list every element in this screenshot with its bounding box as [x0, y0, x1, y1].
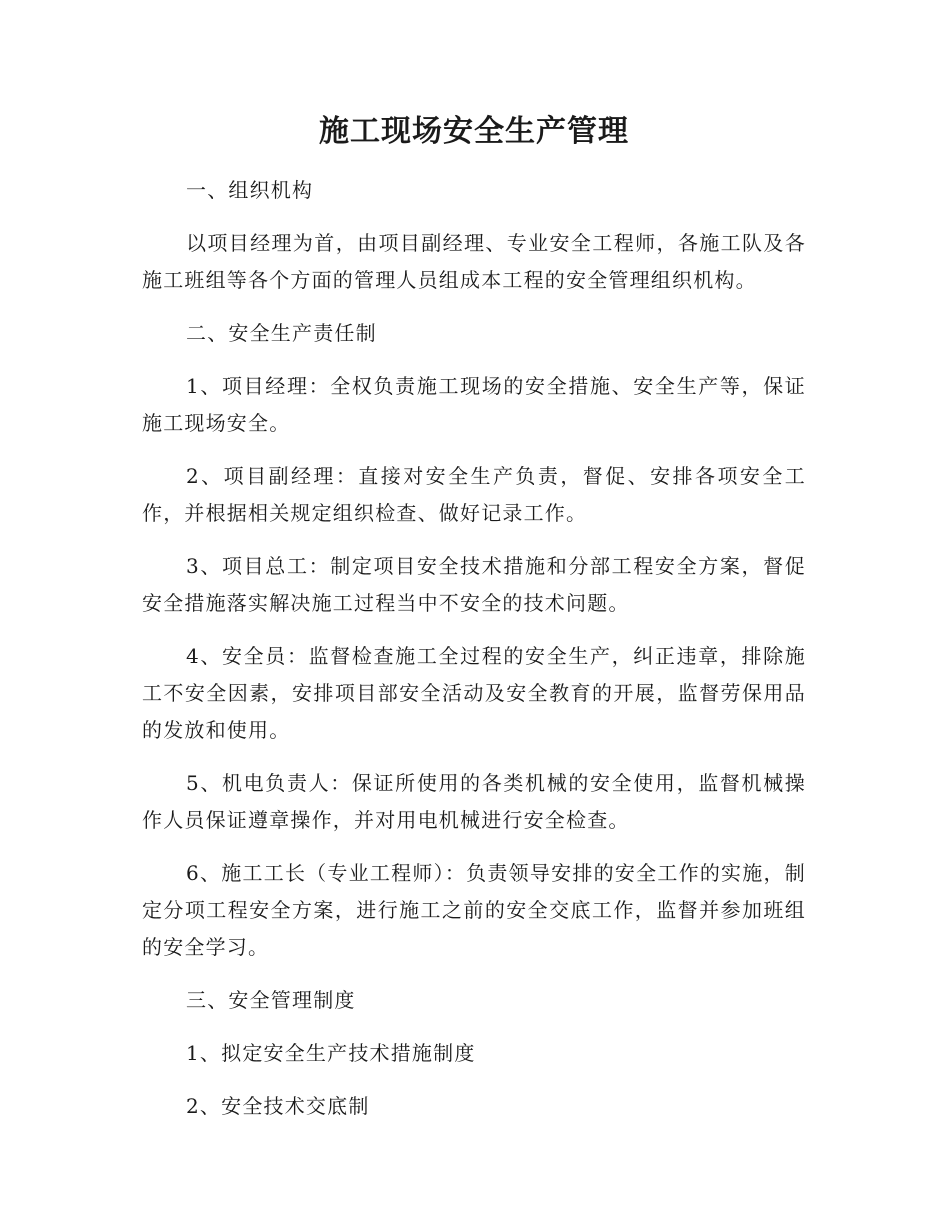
paragraph-project-manager: 1、项目经理：全权负责施工现场的安全措施、安全生产等，保证施工现场安全。 [142, 374, 806, 435]
document-title: 施工现场安全生产管理 [319, 114, 629, 149]
document-page [142, 110, 806, 1141]
section-heading-management-system: 三、安全管理制度 [186, 988, 356, 1012]
paragraph-electromechanical-lead: 5、机电负责人：保证所使用的各类机械的安全使用，监督机械操作人员保证遵章操作，并对用电机械进行安全检查。 [142, 771, 806, 832]
section-heading-responsibility: 二、安全生产责任制 [186, 321, 377, 345]
paragraph-chief-engineer: 3、项目总工：制定项目安全技术措施和分部工程安全方案，督促安全措施落实解决施工过程当中不安全的技术问题。 [142, 554, 806, 615]
paragraph-safety-officer: 4、安全员：监督检查施工全过程的安全生产，纠正违章，排除施工不安全因素，安排项目部安全活动及安全教育的开展，监督劳保用品的发放和使用。 [142, 644, 806, 742]
list-item-technical-measures: 1、拟定安全生产技术措施制度 [186, 1041, 476, 1065]
paragraph-deputy-manager: 2、项目副经理：直接对安全生产负责，督促、安排各项安全工作，并根据相关规定组织检查、做好记录工作。 [142, 464, 806, 525]
paragraph-construction-foreman: 6、施工工长（专业工程师）：负责领导安排的安全工作的实施，制定分项工程安全方案，进行施工之前的安全交底工作，监督并参加班组的安全学习。 [142, 861, 806, 959]
list-item-technical-briefing: 2、安全技术交底制 [186, 1094, 370, 1118]
paragraph-organization: 以项目经理为首，由项目副经理、专业安全工程师，各施工队及各施工班组等各个方面的管理人员组成本工程的安全管理组织机构。 [142, 231, 806, 292]
section-heading-organization: 一、组织机构 [186, 178, 314, 202]
